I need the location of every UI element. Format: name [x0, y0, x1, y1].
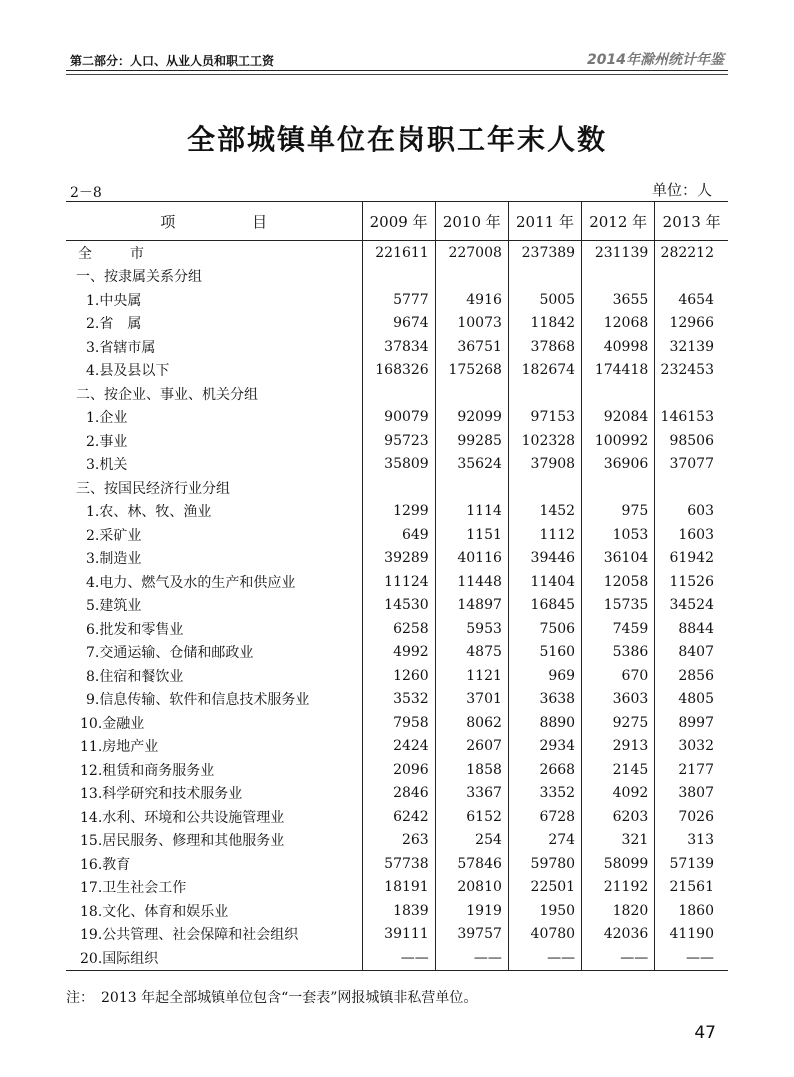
row-value	[582, 476, 655, 500]
row-value: 97153	[508, 406, 581, 430]
row-value: 4654	[655, 288, 728, 312]
row-value: 59780	[508, 852, 581, 876]
row-value: 3032	[655, 735, 728, 759]
table-row	[66, 617, 728, 641]
row-value: ——	[655, 946, 728, 970]
row-value	[655, 382, 728, 406]
table-row	[66, 312, 728, 336]
row-value: 58099	[582, 852, 655, 876]
row-label: 14.水利、环境和公共设施管理业	[80, 809, 285, 826]
row-value: 32139	[655, 335, 728, 359]
column-header-year: 2010 年	[435, 202, 508, 241]
table-row	[66, 688, 728, 712]
row-value: 35809	[362, 453, 435, 477]
row-value: 39446	[508, 547, 581, 571]
row-value: 174418	[582, 359, 655, 383]
row-value: 1299	[362, 500, 435, 524]
table-code: 2－8	[70, 185, 102, 201]
row-label: 9.信息传输、软件和信息技术服务业	[86, 692, 310, 709]
row-value: 2856	[655, 664, 728, 688]
row-value: 8062	[435, 711, 508, 735]
row-value: 146153	[655, 406, 728, 430]
row-label: 10.金融业	[80, 715, 145, 732]
row-value: 4805	[655, 688, 728, 712]
column-header-year: 2009 年	[362, 202, 435, 241]
row-value	[435, 265, 508, 289]
row-value: 3638	[508, 688, 581, 712]
row-label: 18.文化、体育和娱乐业	[80, 903, 229, 920]
page-number: 47	[694, 1023, 716, 1043]
row-value: 231139	[582, 241, 655, 265]
row-label: 19.公共管理、社会保障和社会组织	[80, 927, 299, 944]
row-value: 41190	[655, 923, 728, 947]
row-value: 2668	[508, 758, 581, 782]
row-value: 21192	[582, 876, 655, 900]
row-label: 2.采矿业	[86, 527, 142, 544]
data-table	[66, 201, 728, 971]
row-value	[582, 265, 655, 289]
row-value: 36906	[582, 453, 655, 477]
row-value: 40780	[508, 923, 581, 947]
row-label: 20.国际组织	[66, 946, 362, 970]
row-label: 1.企业	[86, 410, 128, 427]
row-value: 1112	[508, 523, 581, 547]
running-header-section: 第二部分：人口、从业人员和职工工资	[70, 54, 275, 68]
row-value: 37908	[508, 453, 581, 477]
row-value: 282212	[655, 241, 728, 265]
row-value: 21561	[655, 876, 728, 900]
table-row	[66, 547, 728, 571]
row-value: 11124	[362, 570, 435, 594]
row-value: 3807	[655, 782, 728, 806]
table-row	[66, 500, 728, 524]
table-row	[66, 758, 728, 782]
row-value: 1820	[582, 899, 655, 923]
row-value: 14897	[435, 594, 508, 618]
row-value: 20810	[435, 876, 508, 900]
row-value: 11448	[435, 570, 508, 594]
row-value: 37834	[362, 335, 435, 359]
row-value: 16845	[508, 594, 581, 618]
row-value: 22501	[508, 876, 581, 900]
row-value	[508, 382, 581, 406]
row-value: 3367	[435, 782, 508, 806]
row-value: 975	[582, 500, 655, 524]
row-value: 2145	[582, 758, 655, 782]
row-label: 12.租赁和商务服务业	[80, 762, 215, 779]
row-label: 16.教育	[80, 856, 131, 873]
row-value: 2913	[582, 735, 655, 759]
row-value: 39289	[362, 547, 435, 571]
row-value: 35624	[435, 453, 508, 477]
row-value: 3655	[582, 288, 655, 312]
running-header-yearbook: 2014年滁州统计年鉴	[587, 52, 724, 68]
row-value: 12058	[582, 570, 655, 594]
row-label: 15.居民服务、修理和其他服务业	[80, 833, 285, 850]
row-value: 99285	[435, 429, 508, 453]
table-row	[66, 852, 728, 876]
row-value: 5005	[508, 288, 581, 312]
row-value: 98506	[655, 429, 728, 453]
row-value: 5160	[508, 641, 581, 665]
row-value: 3532	[362, 688, 435, 712]
row-value: 102328	[508, 429, 581, 453]
row-value: 37868	[508, 335, 581, 359]
row-label: 3.机关	[86, 457, 128, 474]
row-value: 11404	[508, 570, 581, 594]
table-row	[66, 359, 728, 383]
row-label: 3.省辖市属	[86, 339, 156, 356]
row-value: 1151	[435, 523, 508, 547]
row-value: 1839	[362, 899, 435, 923]
row-value: 2934	[508, 735, 581, 759]
table-row	[66, 876, 728, 900]
table-row	[66, 265, 728, 289]
table-row	[66, 241, 728, 265]
row-value	[435, 382, 508, 406]
row-value: 4992	[362, 641, 435, 665]
row-value: 12966	[655, 312, 728, 336]
footnote: 注： 2013 年起全部城镇单位包含“一套表”网报城镇非私营单位。	[66, 990, 478, 1006]
row-value: 2607	[435, 735, 508, 759]
row-label: 2.事业	[86, 433, 128, 450]
column-header-year: 2012 年	[582, 202, 655, 241]
row-value: 649	[362, 523, 435, 547]
row-label: 11.房地产业	[80, 739, 159, 756]
row-value: 14530	[362, 594, 435, 618]
row-value: 6203	[582, 805, 655, 829]
row-value: 1452	[508, 500, 581, 524]
column-header-year: 2011 年	[508, 202, 581, 241]
table-row	[66, 453, 728, 477]
table-row	[66, 899, 728, 923]
table-row	[66, 782, 728, 806]
row-value: 7026	[655, 805, 728, 829]
row-value: 313	[655, 829, 728, 853]
row-value: 2177	[655, 758, 728, 782]
row-value: 4875	[435, 641, 508, 665]
table-row	[66, 829, 728, 853]
row-label: 4.电力、燃气及水的生产和供应业	[86, 574, 296, 591]
row-value: 2846	[362, 782, 435, 806]
page-title: 全部城镇单位在岗职工年末人数	[186, 123, 607, 156]
row-value: 57139	[655, 852, 728, 876]
row-value: 40116	[435, 547, 508, 571]
row-value	[582, 382, 655, 406]
row-value: 18191	[362, 876, 435, 900]
row-value: 1121	[435, 664, 508, 688]
row-value: 6242	[362, 805, 435, 829]
row-value: 9674	[362, 312, 435, 336]
row-value: 36104	[582, 547, 655, 571]
row-value: 92099	[435, 406, 508, 430]
row-value: 969	[508, 664, 581, 688]
row-value	[655, 265, 728, 289]
row-value: 40998	[582, 335, 655, 359]
row-value: 182674	[508, 359, 581, 383]
row-value: 12068	[582, 312, 655, 336]
row-value: 254	[435, 829, 508, 853]
table-header-row	[66, 202, 728, 241]
row-label: 1.中央属	[86, 292, 142, 309]
row-value: 8890	[508, 711, 581, 735]
row-value: 3603	[582, 688, 655, 712]
row-value: 37077	[655, 453, 728, 477]
row-value: ——	[435, 946, 508, 970]
row-value: 1919	[435, 899, 508, 923]
row-value: ——	[582, 946, 655, 970]
table-row	[66, 946, 728, 970]
header-rule-thin	[66, 74, 728, 75]
row-value: 34524	[655, 594, 728, 618]
row-value: 95723	[362, 429, 435, 453]
row-value: 670	[582, 664, 655, 688]
row-label: 3.制造业	[86, 551, 142, 568]
row-value: 1858	[435, 758, 508, 782]
header-rule	[66, 70, 728, 71]
row-value: 6152	[435, 805, 508, 829]
row-value: ——	[362, 946, 435, 970]
row-label: 17.卫生社会工作	[80, 880, 187, 897]
table-row	[66, 641, 728, 665]
table-row	[66, 523, 728, 547]
row-value: 39757	[435, 923, 508, 947]
table-row	[66, 735, 728, 759]
row-value: 9275	[582, 711, 655, 735]
row-value: 3352	[508, 782, 581, 806]
row-value: 4916	[435, 288, 508, 312]
row-label: 二、按企业、事业、机关分组	[76, 386, 258, 403]
unit-label: 单位：人	[651, 181, 712, 199]
row-value: 42036	[582, 923, 655, 947]
row-value	[508, 265, 581, 289]
row-value: 8407	[655, 641, 728, 665]
row-value: 36751	[435, 335, 508, 359]
row-value	[435, 476, 508, 500]
row-value: 2424	[362, 735, 435, 759]
table-row	[66, 429, 728, 453]
row-value: 61942	[655, 547, 728, 571]
row-value	[362, 476, 435, 500]
row-label: 4.县及县以下	[86, 363, 170, 380]
row-value: 6728	[508, 805, 581, 829]
row-value: 2096	[362, 758, 435, 782]
row-value	[362, 265, 435, 289]
row-value: 6258	[362, 617, 435, 641]
row-value: 1260	[362, 664, 435, 688]
row-label: 一、按隶属关系分组	[76, 269, 202, 286]
row-value: 232453	[655, 359, 728, 383]
row-value: 5386	[582, 641, 655, 665]
row-label: 7.交通运输、仓储和邮政业	[86, 645, 254, 662]
row-value: 10073	[435, 312, 508, 336]
table-row	[66, 570, 728, 594]
row-value: 15735	[582, 594, 655, 618]
table-row	[66, 805, 728, 829]
row-value: 92084	[582, 406, 655, 430]
row-value: 8997	[655, 711, 728, 735]
row-value: 227008	[435, 241, 508, 265]
row-label: 8.住宿和餐饮业	[86, 668, 184, 685]
table-row	[66, 664, 728, 688]
row-value: 100992	[582, 429, 655, 453]
row-value: 1860	[655, 899, 728, 923]
row-value: 603	[655, 500, 728, 524]
row-value: 168326	[362, 359, 435, 383]
row-value: 5953	[435, 617, 508, 641]
row-label: 13.科学研究和技术服务业	[80, 786, 243, 803]
row-value: 57846	[435, 852, 508, 876]
row-value: 11526	[655, 570, 728, 594]
row-value: 39111	[362, 923, 435, 947]
row-value: 4092	[582, 782, 655, 806]
row-label: 全市	[78, 245, 182, 262]
row-value: 7506	[508, 617, 581, 641]
table-row	[66, 594, 728, 618]
table-row	[66, 382, 728, 406]
row-value: 11842	[508, 312, 581, 336]
row-value: 237389	[508, 241, 581, 265]
table-row	[66, 335, 728, 359]
table-row	[66, 406, 728, 430]
row-label: 1.农、林、牧、渔业	[86, 504, 212, 521]
table-row	[66, 711, 728, 735]
row-value: 1603	[655, 523, 728, 547]
row-value: 1114	[435, 500, 508, 524]
row-label: 6.批发和零售业	[86, 621, 184, 638]
row-value: 3701	[435, 688, 508, 712]
row-value: 57738	[362, 852, 435, 876]
row-value: 175268	[435, 359, 508, 383]
table-row	[66, 288, 728, 312]
row-value: 1053	[582, 523, 655, 547]
row-value: 1950	[508, 899, 581, 923]
row-label: 5.建筑业	[86, 598, 142, 615]
table-row	[66, 923, 728, 947]
row-value: 274	[508, 829, 581, 853]
row-value: 263	[362, 829, 435, 853]
row-value	[362, 382, 435, 406]
row-value	[655, 476, 728, 500]
row-label: 三、按国民经济行业分组	[76, 480, 230, 497]
row-label: 2.省 属	[86, 316, 142, 333]
column-header-year: 2013 年	[655, 202, 728, 241]
row-value: 8844	[655, 617, 728, 641]
row-value: 5777	[362, 288, 435, 312]
row-value: ——	[508, 946, 581, 970]
row-value: 7459	[582, 617, 655, 641]
table-row	[66, 476, 728, 500]
row-value: 221611	[362, 241, 435, 265]
row-value	[508, 476, 581, 500]
row-value: 321	[582, 829, 655, 853]
column-header-item: 项 目	[66, 202, 362, 241]
row-value: 90079	[362, 406, 435, 430]
row-value: 7958	[362, 711, 435, 735]
